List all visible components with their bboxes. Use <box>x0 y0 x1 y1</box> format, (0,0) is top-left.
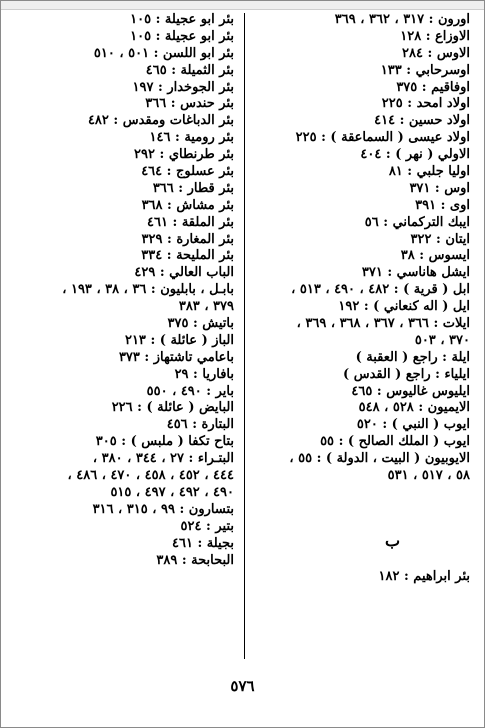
index-entry: اوى : ٣٩١ <box>415 197 470 213</box>
index-entry: اولاد حسين : ٤١٤ <box>374 113 470 129</box>
index-entry: بتير : ٥٢٤ <box>180 518 234 534</box>
index-entry: بابـل ، بابليون : ٣٦ ، ٣٨ ، ١٩٣ ، <box>62 282 234 298</box>
index-entry: بئر طرنطاي : ٢٩٢ <box>134 147 234 163</box>
index-entry: بئر المغارة : ٣٢٩ <box>141 231 234 247</box>
index-entry: ايلياء : راجع ( القدس ) <box>343 366 470 382</box>
index-entry: ايتان : ٣٢٢ <box>410 231 470 247</box>
right-entries-list <box>244 12 470 485</box>
index-entry: ايلة : راجع ( العقبة ) <box>355 349 470 365</box>
index-entry: بئر قطار : ٣٦٦ <box>152 180 234 196</box>
index-entry: الاوزاع : ١٢٨ <box>400 28 470 44</box>
index-entry: ايليوس غاليوس : ٤٦٥ <box>351 383 470 399</box>
index-entry: بئر ابو عجيلة : ١٠٥ <box>130 12 234 27</box>
index-entry: اوليا جلبي : ٨١ <box>388 164 470 180</box>
index-entry: باتيش : ٣٧٥ <box>167 316 234 332</box>
index-entry: باعامي تاشتهاز : ٣٧٣ <box>118 349 234 365</box>
index-entry: اوس : ٣٧١ <box>409 180 470 196</box>
index-entry: بئر الجوخدار : ١٩٧ <box>132 79 234 95</box>
index-entry: بئر مشاش : ٣٦٨ <box>141 197 234 213</box>
column-divider <box>244 13 245 659</box>
index-entry: ايل ( اله كنعاني ) : ١٩٢ <box>338 299 470 315</box>
index-entry: ايوب ( الملك الصالح ) : ٥٥ <box>320 434 470 450</box>
index-entry: الاوس : ٢٨٤ <box>402 45 470 61</box>
index-entry: ٤٤٤ ، ٤٥٢ ، ٤٥٨ ، ٤٧٠ ، ٤٨٦ ، <box>67 468 234 484</box>
section-letter: ب <box>384 530 400 550</box>
index-entry: اوفاقيم : ٣٧٥ <box>396 79 470 95</box>
index-entry: ابل ( قرية ) : ٤٨٢ ، ٤٩٠ ، ٥١٣ ، <box>291 282 470 298</box>
index-entry: بئر حندس : ٣٦٦ <box>145 96 234 112</box>
viewer-top-bar <box>1 1 484 10</box>
index-entry: الباز ( عائلة ) : ٢١٣ <box>124 332 234 348</box>
index-entry: الايوبيون ( البيت ، الدولة ) : ٥٥ ، <box>289 451 470 467</box>
index-entry: اولاد عيسى ( السماعقة ) : ٢٢٥ <box>295 130 470 146</box>
index-entry: بئر الدباغات ومقدس : ٤٨٢ <box>87 113 234 129</box>
left-entries-list <box>8 12 234 569</box>
index-entry: بافاريا : ٢٩ <box>174 366 234 382</box>
index-entry: البحابحة : ٣٨٩ <box>156 552 234 568</box>
index-entry: بئر الملقة : ٤٦١ <box>147 214 234 230</box>
index-entry: بئر ابو عجيلة : ١٠٥ <box>130 28 234 44</box>
index-column-right <box>244 12 470 586</box>
index-entry: بئر الثميلة : ٤٦٥ <box>145 62 234 78</box>
right-after-letter-list <box>244 569 470 586</box>
index-entry: بئر المليحة : ٣٣٤ <box>141 248 234 264</box>
index-entry: ٣٧٩ ، ٣٨٣ <box>178 299 234 315</box>
index-entry: اورون : ٣١٧ ، ٣٦٢ ، ٣٦٩ <box>334 12 470 27</box>
index-entry: بجيلة : ٤٦١ <box>171 535 234 551</box>
index-entry: البايض ( عائلة ) : ٢٢٦ <box>111 400 234 416</box>
index-entry: بئر ابراهيم : ١٨٢ <box>378 568 470 584</box>
index-entry: البتارة : ٤٥٦ <box>166 417 234 433</box>
index-entry: ايوب ( النبي ) : ٥٢٠ <box>356 417 470 433</box>
index-entry: بتاح تكفا ( ملبس ) : ٣٠٥ <box>95 434 234 450</box>
index-entry: الايميون : ٥٢٨ ، ٥٤٨ <box>358 400 470 416</box>
index-entry: ايبك التركماني : ٥٦ <box>364 214 470 230</box>
index-entry: الاولي ( نهر ) : ٤٠٤ <box>360 147 470 163</box>
index-entry: اوسرحابي : ١٣٣ <box>380 62 470 78</box>
index-entry: باير : ٤٩٠ ، ٥٥٠ <box>146 383 234 399</box>
index-entry: ٥٨ ، ٥١٧ ، ٥٣١ <box>387 468 470 484</box>
page-number: ٥٧٦ <box>230 677 255 695</box>
index-entry: البتـراء : ٢٧ ، ٣٤٤ ، ٣٨٠ ، <box>92 451 234 467</box>
index-entry: ٤٩٠ ، ٤٩٢ ، ٤٩٧ ، ٥١٥ <box>110 484 234 500</box>
index-entry: بئر عسلوج : ٤٦٤ <box>141 164 234 180</box>
index-column-left <box>8 12 234 569</box>
index-entry: ايشل هاناسي : ٣٧١ <box>361 265 470 281</box>
index-entry: ايسوس : ٣٨ <box>400 248 470 264</box>
index-entry: الباب العالي : ٤٢٩ <box>134 265 234 281</box>
index-entry: بئر رومية : ١٤٦ <box>149 130 234 146</box>
index-entry: ٣٧٠ ، ٥٠٣ <box>414 332 470 348</box>
index-entry: بتسارون : ٩٩ ، ٣١٥ ، ٣١٦ <box>92 501 234 517</box>
index-entry: ايلات : ٣٦٦ ، ٣٦٧ ، ٣٦٨ ، ٣٦٩ ، <box>296 316 470 332</box>
index-entry: اولاد امحد : ٢٢٥ <box>381 96 470 112</box>
index-entry: بئر ابو اللسن : ٥٠١ ، ٥١٠ <box>93 45 234 61</box>
